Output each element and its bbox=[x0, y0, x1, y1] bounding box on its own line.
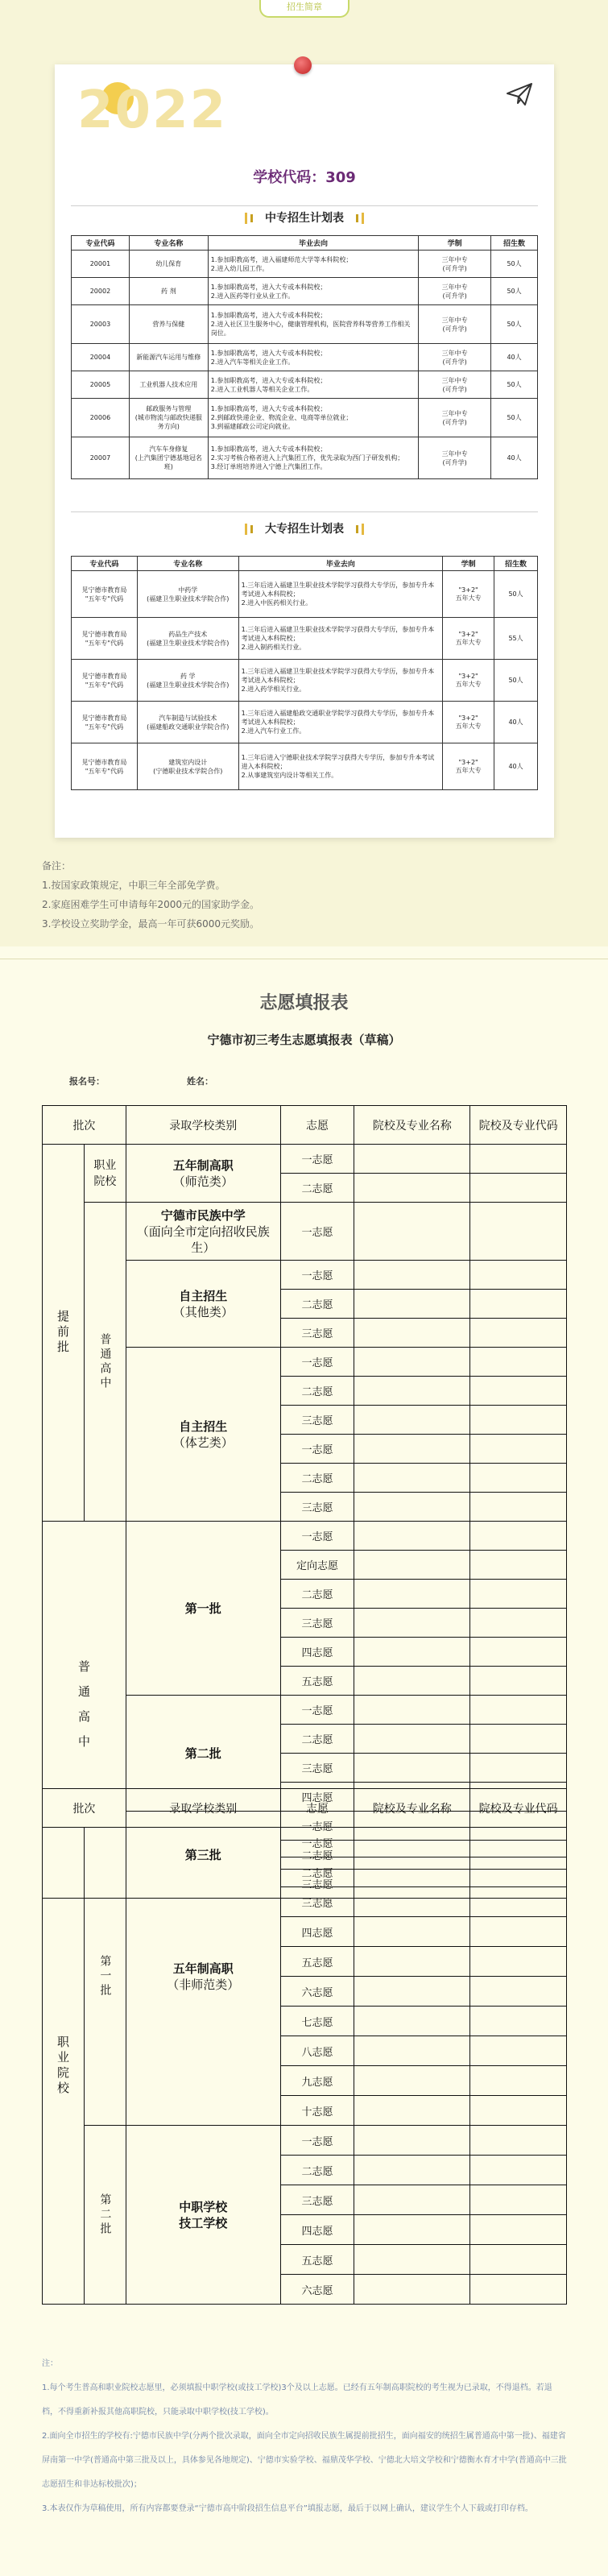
plan-row bbox=[72, 251, 538, 278]
admission-plan-card bbox=[55, 64, 554, 838]
school-input[interactable] bbox=[354, 1551, 470, 1580]
choice-label: 二志愿 bbox=[280, 2156, 354, 2185]
choice-label: 十志愿 bbox=[280, 2096, 354, 2126]
school-input[interactable] bbox=[354, 1725, 470, 1754]
school-input[interactable] bbox=[354, 2156, 470, 2185]
school-input[interactable] bbox=[354, 1638, 470, 1667]
note-item: 1.按国家政策规定，中职三年全部免学费。 bbox=[42, 880, 225, 891]
plan-cell-code: 20004 bbox=[72, 344, 130, 371]
choice-header: 志愿 bbox=[280, 1106, 354, 1145]
batch-header: 批次 bbox=[43, 1789, 126, 1828]
choice-label: 二志愿 bbox=[280, 1464, 354, 1493]
choice-label: 六志愿 bbox=[280, 1977, 354, 2007]
plan-header-cell: 专业代码 bbox=[72, 236, 130, 251]
code-input[interactable] bbox=[470, 1493, 567, 1522]
form-subtitle: 宁德市初三考生志愿填报表（草稿） bbox=[207, 1033, 401, 1047]
plan-row bbox=[72, 660, 538, 702]
regular-batch2-cell: 第二批 bbox=[126, 1696, 280, 1812]
plan-cell-dest: 1.三年后进入宁德职业技术学院学习获得大专学历，参加专升本考试进入本科院校； 2.从事建筑室内设计等相关工作。 bbox=[238, 743, 443, 790]
plan-cell-count: 50人 bbox=[491, 371, 538, 399]
plan-cell-length: "3+2" 五年大专 bbox=[443, 660, 494, 702]
secondary-plan-title: 中专招生计划表 bbox=[55, 209, 554, 226]
footnote-item: 2.面向全市招生的学校有:宁德市民族中学(分两个批次录取，面向全市定向招收民族生属提前批招生，面向福安的统招生属普通高中第一批)、福建省屏南第一中学(普通高中第三批及以上，具体参见各地规定)、宁德市实验学校、福鼎茂华学校、宁德北大培文学校和宁德衡水育才中学(普通高中三批志愿招生和非达标校批次)； bbox=[42, 2432, 567, 2489]
plan-cell-count: 40人 bbox=[491, 437, 538, 479]
five-year-normal-cell: 五年制高职 （师范类） bbox=[126, 1145, 280, 1203]
code-input[interactable] bbox=[470, 2096, 567, 2126]
plan-cell-dest: 1.参加职教高考，进入大专或本科院校； 2.到邮政快递企业、物流企业、电商等单位就业； 3.到福建邮政公司定向就业。 bbox=[208, 399, 418, 437]
plan-cell-length: 三年中专 (可升学) bbox=[419, 278, 491, 305]
plan-cell-length: 三年中专 (可升学) bbox=[419, 251, 491, 278]
school-input[interactable] bbox=[354, 1290, 470, 1319]
regular-high-school-cell: 普通高中 bbox=[43, 1522, 126, 1899]
plan-row bbox=[72, 743, 538, 790]
school-input[interactable] bbox=[354, 1435, 470, 1464]
school-input[interactable] bbox=[354, 1348, 470, 1377]
pin-icon bbox=[294, 56, 312, 74]
school-input[interactable] bbox=[354, 1464, 470, 1493]
choice-label: 一志愿 bbox=[280, 1435, 354, 1464]
code-input[interactable] bbox=[470, 1917, 567, 1947]
plan-cell-code: 20006 bbox=[72, 399, 130, 437]
choice-label: 五志愿 bbox=[280, 1947, 354, 1977]
code-input[interactable] bbox=[470, 1580, 567, 1609]
plan-cell-dest: 1.参加职教高考，进入大专或本科院校； 2.进入工业机器人等相关企业工作。 bbox=[208, 371, 418, 399]
category-header: 录取学校类别 bbox=[126, 1789, 280, 1828]
plan-cell-count: 40人 bbox=[491, 344, 538, 371]
plan-cell-code: 20001 bbox=[72, 251, 130, 278]
code-input[interactable] bbox=[470, 1638, 567, 1667]
plan-cell-count: 40人 bbox=[494, 702, 538, 743]
footnote-item: 3.本表仅作为草稿使用，所有内容都要登录“宁德市高中阶段招生信息平台”填报志愿，最后于以网上确认，建议学生个人下载或打印存档。 bbox=[42, 2504, 533, 2513]
regular-batch1-cell: 第一批 bbox=[126, 1522, 280, 1696]
plan-cell-dest: 1.参加职教高考，进入福建师范大学等本科院校； 2.进入幼儿园工作。 bbox=[208, 251, 418, 278]
plan-cell-dest: 1.三年后进入福建船政交通职业学院学习获得大专学历，参加专升本考试进入本科院校； 2.进入汽车行业工作。 bbox=[238, 702, 443, 743]
secondary-plan-table bbox=[71, 235, 538, 479]
choice-label: 三志愿 bbox=[280, 1609, 354, 1638]
plan-cell-code: 20003 bbox=[72, 305, 130, 344]
note-item: 2.家庭困难学生可申请每年2000元的国家助学金。 bbox=[42, 899, 259, 910]
choice-label: 九志愿 bbox=[280, 2066, 354, 2096]
plan-cell-count: 50人 bbox=[491, 278, 538, 305]
vocational-group-cell: 职业院校 bbox=[43, 1828, 85, 2305]
early-vocational-cell: 职业院校 bbox=[84, 1145, 126, 1203]
choice-label: 二志愿 bbox=[280, 1174, 354, 1203]
school-input[interactable] bbox=[354, 1857, 470, 1887]
school-input[interactable] bbox=[354, 1828, 470, 1857]
plan-cell-code: 见宁德市教育局 "五年专"代码 bbox=[72, 660, 138, 702]
plan-row bbox=[72, 344, 538, 371]
code-input[interactable] bbox=[470, 1857, 567, 1887]
code-input[interactable] bbox=[470, 2007, 567, 2036]
school-input[interactable] bbox=[354, 1667, 470, 1696]
code-input[interactable] bbox=[470, 1828, 567, 1857]
code-input[interactable] bbox=[470, 2066, 567, 2096]
footnote-title: 注： bbox=[42, 2359, 58, 2368]
plan-cell-name: 汽车制造与试验技术 (福建船政交通职业学院合作) bbox=[137, 702, 238, 743]
school-input[interactable] bbox=[354, 2245, 470, 2275]
choice-label: 二志愿 bbox=[280, 1377, 354, 1406]
plan-cell-name: 工业机器人技术应用 bbox=[129, 371, 208, 399]
plan-cell-count: 50人 bbox=[494, 571, 538, 618]
plan-row bbox=[72, 399, 538, 437]
school-input[interactable] bbox=[354, 2275, 470, 2305]
plan-header-cell: 专业代码 bbox=[72, 557, 138, 571]
plan-row bbox=[72, 437, 538, 479]
choice-label: 五志愿 bbox=[280, 1667, 354, 1696]
choice-label: 四志愿 bbox=[280, 1638, 354, 1667]
plan-cell-dest: 1.参加职教高考，进入大专或本科院校； 2.进入医药等行业从业工作。 bbox=[208, 278, 418, 305]
code-input[interactable] bbox=[470, 2185, 567, 2215]
year-heading: 2022 bbox=[77, 81, 228, 140]
school-header: 院校及专业名称 bbox=[354, 1789, 470, 1828]
school-input[interactable] bbox=[354, 2066, 470, 2096]
code-input[interactable] bbox=[470, 1290, 567, 1319]
choice-label: 四志愿 bbox=[280, 1783, 354, 1812]
plan-header-cell: 毕业去向 bbox=[238, 557, 443, 571]
plan-cell-count: 50人 bbox=[491, 399, 538, 437]
plan-cell-name: 邮政服务与管理 (城市物流与邮政快递服务方向) bbox=[129, 399, 208, 437]
choice-header: 志愿 bbox=[280, 1789, 354, 1828]
school-input[interactable] bbox=[354, 2096, 470, 2126]
plan-row bbox=[72, 618, 538, 660]
choice-label: 一志愿 bbox=[280, 1348, 354, 1377]
code-input[interactable] bbox=[470, 1174, 567, 1203]
code-input[interactable] bbox=[470, 1435, 567, 1464]
school-input[interactable] bbox=[354, 1261, 470, 1290]
code-input[interactable] bbox=[470, 1522, 567, 1551]
plan-cell-code: 见宁德市教育局 "五年专"代码 bbox=[72, 618, 138, 660]
plan-cell-count: 40人 bbox=[494, 743, 538, 790]
school-input[interactable] bbox=[354, 1145, 470, 1174]
plan-cell-count: 50人 bbox=[491, 251, 538, 278]
school-input[interactable] bbox=[354, 1754, 470, 1783]
volunteer-table-high-school bbox=[42, 1105, 567, 1899]
code-input[interactable] bbox=[470, 1725, 567, 1754]
choice-label: 三志愿 bbox=[280, 1754, 354, 1783]
choice-label: 二志愿 bbox=[280, 1580, 354, 1609]
college-plan-table bbox=[71, 556, 538, 790]
school-input[interactable] bbox=[354, 2215, 470, 2245]
school-input[interactable] bbox=[354, 1947, 470, 1977]
plan-cell-name: 幼儿保育 bbox=[129, 251, 208, 278]
school-input[interactable] bbox=[354, 1319, 470, 1348]
college-plan-title: 大专招生计划表 bbox=[55, 520, 554, 536]
plan-cell-length: "3+2" 五年大专 bbox=[443, 618, 494, 660]
school-input[interactable] bbox=[354, 1493, 470, 1522]
divider bbox=[71, 511, 538, 512]
batch-header: 批次 bbox=[43, 1106, 126, 1145]
plan-cell-code: 20005 bbox=[72, 371, 130, 399]
school-input[interactable] bbox=[354, 2007, 470, 2036]
plan-cell-name: 新能源汽车运用与维修 bbox=[129, 344, 208, 371]
plan-cell-count: 50人 bbox=[494, 660, 538, 702]
school-input[interactable] bbox=[354, 2126, 470, 2156]
early-batch-cell: 提前批 bbox=[43, 1145, 85, 1522]
code-input[interactable] bbox=[470, 1145, 567, 1174]
vocational-cat1-cell: 五年制高职 （非师范类） bbox=[126, 1828, 280, 2126]
plan-header-cell: 专业名称 bbox=[137, 557, 238, 571]
plan-cell-code: 见宁德市教育局 "五年专"代码 bbox=[72, 743, 138, 790]
plan-header-cell: 招生数 bbox=[494, 557, 538, 571]
code-input[interactable] bbox=[470, 1754, 567, 1783]
choice-label: 二志愿 bbox=[280, 1725, 354, 1754]
plan-header-cell: 毕业去向 bbox=[208, 236, 418, 251]
code-input[interactable] bbox=[470, 1887, 567, 1917]
plan-row bbox=[72, 305, 538, 344]
school-input[interactable] bbox=[354, 1887, 470, 1917]
plan-cell-name: 建筑室内设计 (宁德职业技术学院合作) bbox=[137, 743, 238, 790]
plan-cell-length: 三年中专 (可升学) bbox=[419, 371, 491, 399]
plan-cell-dest: 1.参加职教高考，进入大专或本科院校； 2.进入汽车等相关企业工作。 bbox=[208, 344, 418, 371]
plan-cell-name: 药 学 (福建卫生职业技术学院合作) bbox=[137, 660, 238, 702]
footnote bbox=[42, 2352, 567, 2521]
plan-cell-dest: 1.三年后进入福建卫生职业技术学院学习获得大专学历，参加专升本考试进入本科院校； 2.进入中医药相关行业。 bbox=[238, 571, 443, 618]
vocational-batch1-cell: 第一批 bbox=[84, 1828, 126, 2126]
code-input[interactable] bbox=[470, 1667, 567, 1696]
plan-cell-dest: 1.三年后进入福建卫生职业技术学院学习获得大专学历，参加专升本考试进入本科院校； 2.进入药学相关行业。 bbox=[238, 660, 443, 702]
plan-cell-name: 营养与保健 bbox=[129, 305, 208, 344]
choice-label: 七志愿 bbox=[280, 2007, 354, 2036]
code-input[interactable] bbox=[470, 1464, 567, 1493]
school-input[interactable] bbox=[354, 1522, 470, 1551]
registration-number-label: 报名号： bbox=[69, 1076, 105, 1087]
school-input[interactable] bbox=[354, 2185, 470, 2215]
plan-row bbox=[72, 371, 538, 399]
choice-label: 二志愿 bbox=[280, 1841, 354, 1870]
top-tab[interactable]: 招生简章 bbox=[259, 0, 349, 18]
plan-cell-length: 三年中专 (可升学) bbox=[419, 399, 491, 437]
choice-label: 八志愿 bbox=[280, 2036, 354, 2066]
choice-label: 一志愿 bbox=[280, 1522, 354, 1551]
choice-label: 一志愿 bbox=[280, 1203, 354, 1261]
choice-label: 一志愿 bbox=[280, 1696, 354, 1725]
plan-cell-name: 药 剂 bbox=[129, 278, 208, 305]
paper-plane-icon bbox=[506, 82, 533, 106]
code-input[interactable] bbox=[470, 1609, 567, 1638]
code-input[interactable] bbox=[470, 1696, 567, 1725]
vocational-batch2-cell: 第二批 bbox=[84, 2126, 126, 2305]
code-input[interactable] bbox=[470, 1947, 567, 1977]
choice-label: 一志愿 bbox=[280, 1261, 354, 1290]
plan-cell-length: "3+2" 五年大专 bbox=[443, 702, 494, 743]
code-input[interactable] bbox=[470, 2275, 567, 2305]
choice-label: 五志愿 bbox=[280, 2245, 354, 2275]
plan-cell-length: 三年中专 (可升学) bbox=[419, 305, 491, 344]
vocational-cat2-cell: 中职学校 技工学校 bbox=[126, 2126, 280, 2305]
divider bbox=[71, 205, 538, 206]
category-header: 录取学校类别 bbox=[126, 1106, 280, 1145]
school-input[interactable] bbox=[354, 1377, 470, 1406]
plan-cell-length: "3+2" 五年大专 bbox=[443, 743, 494, 790]
school-code: 学校代码：309 bbox=[253, 169, 356, 186]
plan-row bbox=[72, 278, 538, 305]
student-name-label: 姓名： bbox=[187, 1076, 213, 1087]
note-item: 3.学校设立奖助学金，最高一年可获6000元奖励。 bbox=[42, 918, 259, 930]
volunteer-table-vocational bbox=[42, 1788, 567, 2305]
code-input[interactable] bbox=[470, 1977, 567, 2007]
code-input[interactable] bbox=[470, 2036, 567, 2066]
regular-batch3-cell: 第三批 bbox=[126, 1812, 280, 1899]
code-header: 院校及专业代码 bbox=[470, 1789, 567, 1828]
plan-cell-length: 三年中专 (可升学) bbox=[419, 437, 491, 479]
choice-label: 三志愿 bbox=[280, 1493, 354, 1522]
school-input[interactable] bbox=[354, 2036, 470, 2066]
plan-cell-code: 20002 bbox=[72, 278, 130, 305]
code-input[interactable] bbox=[470, 2126, 567, 2156]
choice-label: 一志愿 bbox=[280, 1145, 354, 1174]
code-input[interactable] bbox=[470, 1348, 567, 1377]
school-input[interactable] bbox=[354, 1203, 470, 1261]
school-input[interactable] bbox=[354, 1580, 470, 1609]
plan-cell-name: 药品生产技术 (福建卫生职业技术学院合作) bbox=[137, 618, 238, 660]
form-title: 志愿填报表 bbox=[259, 993, 349, 1013]
school-input[interactable] bbox=[354, 1609, 470, 1638]
notes-title: 备注： bbox=[42, 860, 72, 872]
school-input[interactable] bbox=[354, 1917, 470, 1947]
choice-label: 二志愿 bbox=[280, 1290, 354, 1319]
school-input[interactable] bbox=[354, 1406, 470, 1435]
plan-cell-name: 汽车车身修复 (上汽集团宁德基地冠名班) bbox=[129, 437, 208, 479]
school-input[interactable] bbox=[354, 1977, 470, 2007]
choice-label: 一志愿 bbox=[280, 1812, 354, 1841]
choice-label: 三志愿 bbox=[280, 1887, 354, 1917]
plan-cell-code: 见宁德市教育局 "五年专"代码 bbox=[72, 702, 138, 743]
code-input[interactable] bbox=[470, 2156, 567, 2185]
plan-cell-length: 三年中专 (可升学) bbox=[419, 344, 491, 371]
choice-label: 一志愿 bbox=[280, 1828, 354, 1857]
footnote-item: 1.每个考生普高和职业院校志愿里，必须填报中职学校(或技工学校)3个及以上志愿。已经有五年制高职院校的考生视为已录取，不得退档。若退档，不得重新补报其他高职院校，只能录取中职学校(技工学校)。 bbox=[42, 2383, 552, 2417]
plan-cell-dest: 1.参加职教高考，进入大专或本科院校； 2.实习考核合格者进入上汽集团工作，优先录取为西门子研发机构； 3.经订单班培养进入宁德上汽集团工作。 bbox=[208, 437, 418, 479]
plan-cell-count: 50人 bbox=[491, 305, 538, 344]
choice-label: 四志愿 bbox=[280, 2215, 354, 2245]
code-input[interactable] bbox=[470, 1406, 567, 1435]
plan-header-cell: 学制 bbox=[419, 236, 491, 251]
plan-cell-dest: 1.参加职教高考，进入大专或本科院校； 2.进入社区卫生服务中心，健康管理机构，医院营养科等营养工作相关岗位。 bbox=[208, 305, 418, 344]
zizhu-other-cell: 自主招生 （其他类） bbox=[126, 1261, 280, 1348]
plan-cell-code: 见宁德市教育局 "五年专"代码 bbox=[72, 571, 138, 618]
choice-label: 六志愿 bbox=[280, 2275, 354, 2305]
code-input[interactable] bbox=[470, 1261, 567, 1290]
plan-cell-length: "3+2" 五年大专 bbox=[443, 571, 494, 618]
choice-label: 二志愿 bbox=[280, 1857, 354, 1887]
code-input[interactable] bbox=[470, 1551, 567, 1580]
notes bbox=[42, 856, 259, 934]
code-input[interactable] bbox=[470, 1377, 567, 1406]
choice-label: 三志愿 bbox=[280, 2185, 354, 2215]
code-input[interactable] bbox=[470, 2215, 567, 2245]
code-header: 院校及专业代码 bbox=[470, 1106, 567, 1145]
plan-cell-code: 20007 bbox=[72, 437, 130, 479]
plan-cell-count: 55人 bbox=[494, 618, 538, 660]
choice-label: 定向志愿 bbox=[280, 1551, 354, 1580]
code-input[interactable] bbox=[470, 2245, 567, 2275]
ningde-minzu-cell: 宁德市民族中学 （面向全市定向招收民族生） bbox=[126, 1203, 280, 1261]
choice-label: 三志愿 bbox=[280, 1406, 354, 1435]
plan-cell-name: 中药学 (福建卫生职业技术学院合作) bbox=[137, 571, 238, 618]
choice-label: 三志愿 bbox=[280, 1319, 354, 1348]
choice-label: 一志愿 bbox=[280, 2126, 354, 2156]
school-input[interactable] bbox=[354, 1174, 470, 1203]
school-header: 院校及专业名称 bbox=[354, 1106, 470, 1145]
plan-header-cell: 学制 bbox=[443, 557, 494, 571]
plan-cell-dest: 1.三年后进入福建卫生职业技术学院学习获得大专学历，参加专升本考试进入本科院校； 2.进入制药相关行业。 bbox=[238, 618, 443, 660]
plan-row bbox=[72, 571, 538, 618]
plan-row bbox=[72, 702, 538, 743]
school-input[interactable] bbox=[354, 1696, 470, 1725]
plan-header-cell: 招生数 bbox=[491, 236, 538, 251]
early-general-high-cell: 普通高中 bbox=[84, 1203, 126, 1522]
zizhu-art-cell: 自主招生 （体艺类） bbox=[126, 1348, 280, 1522]
choice-label: 三志愿 bbox=[280, 1870, 354, 1899]
plan-header-cell: 专业名称 bbox=[129, 236, 208, 251]
code-input[interactable] bbox=[470, 1319, 567, 1348]
code-input[interactable] bbox=[470, 1203, 567, 1261]
choice-label: 四志愿 bbox=[280, 1917, 354, 1947]
